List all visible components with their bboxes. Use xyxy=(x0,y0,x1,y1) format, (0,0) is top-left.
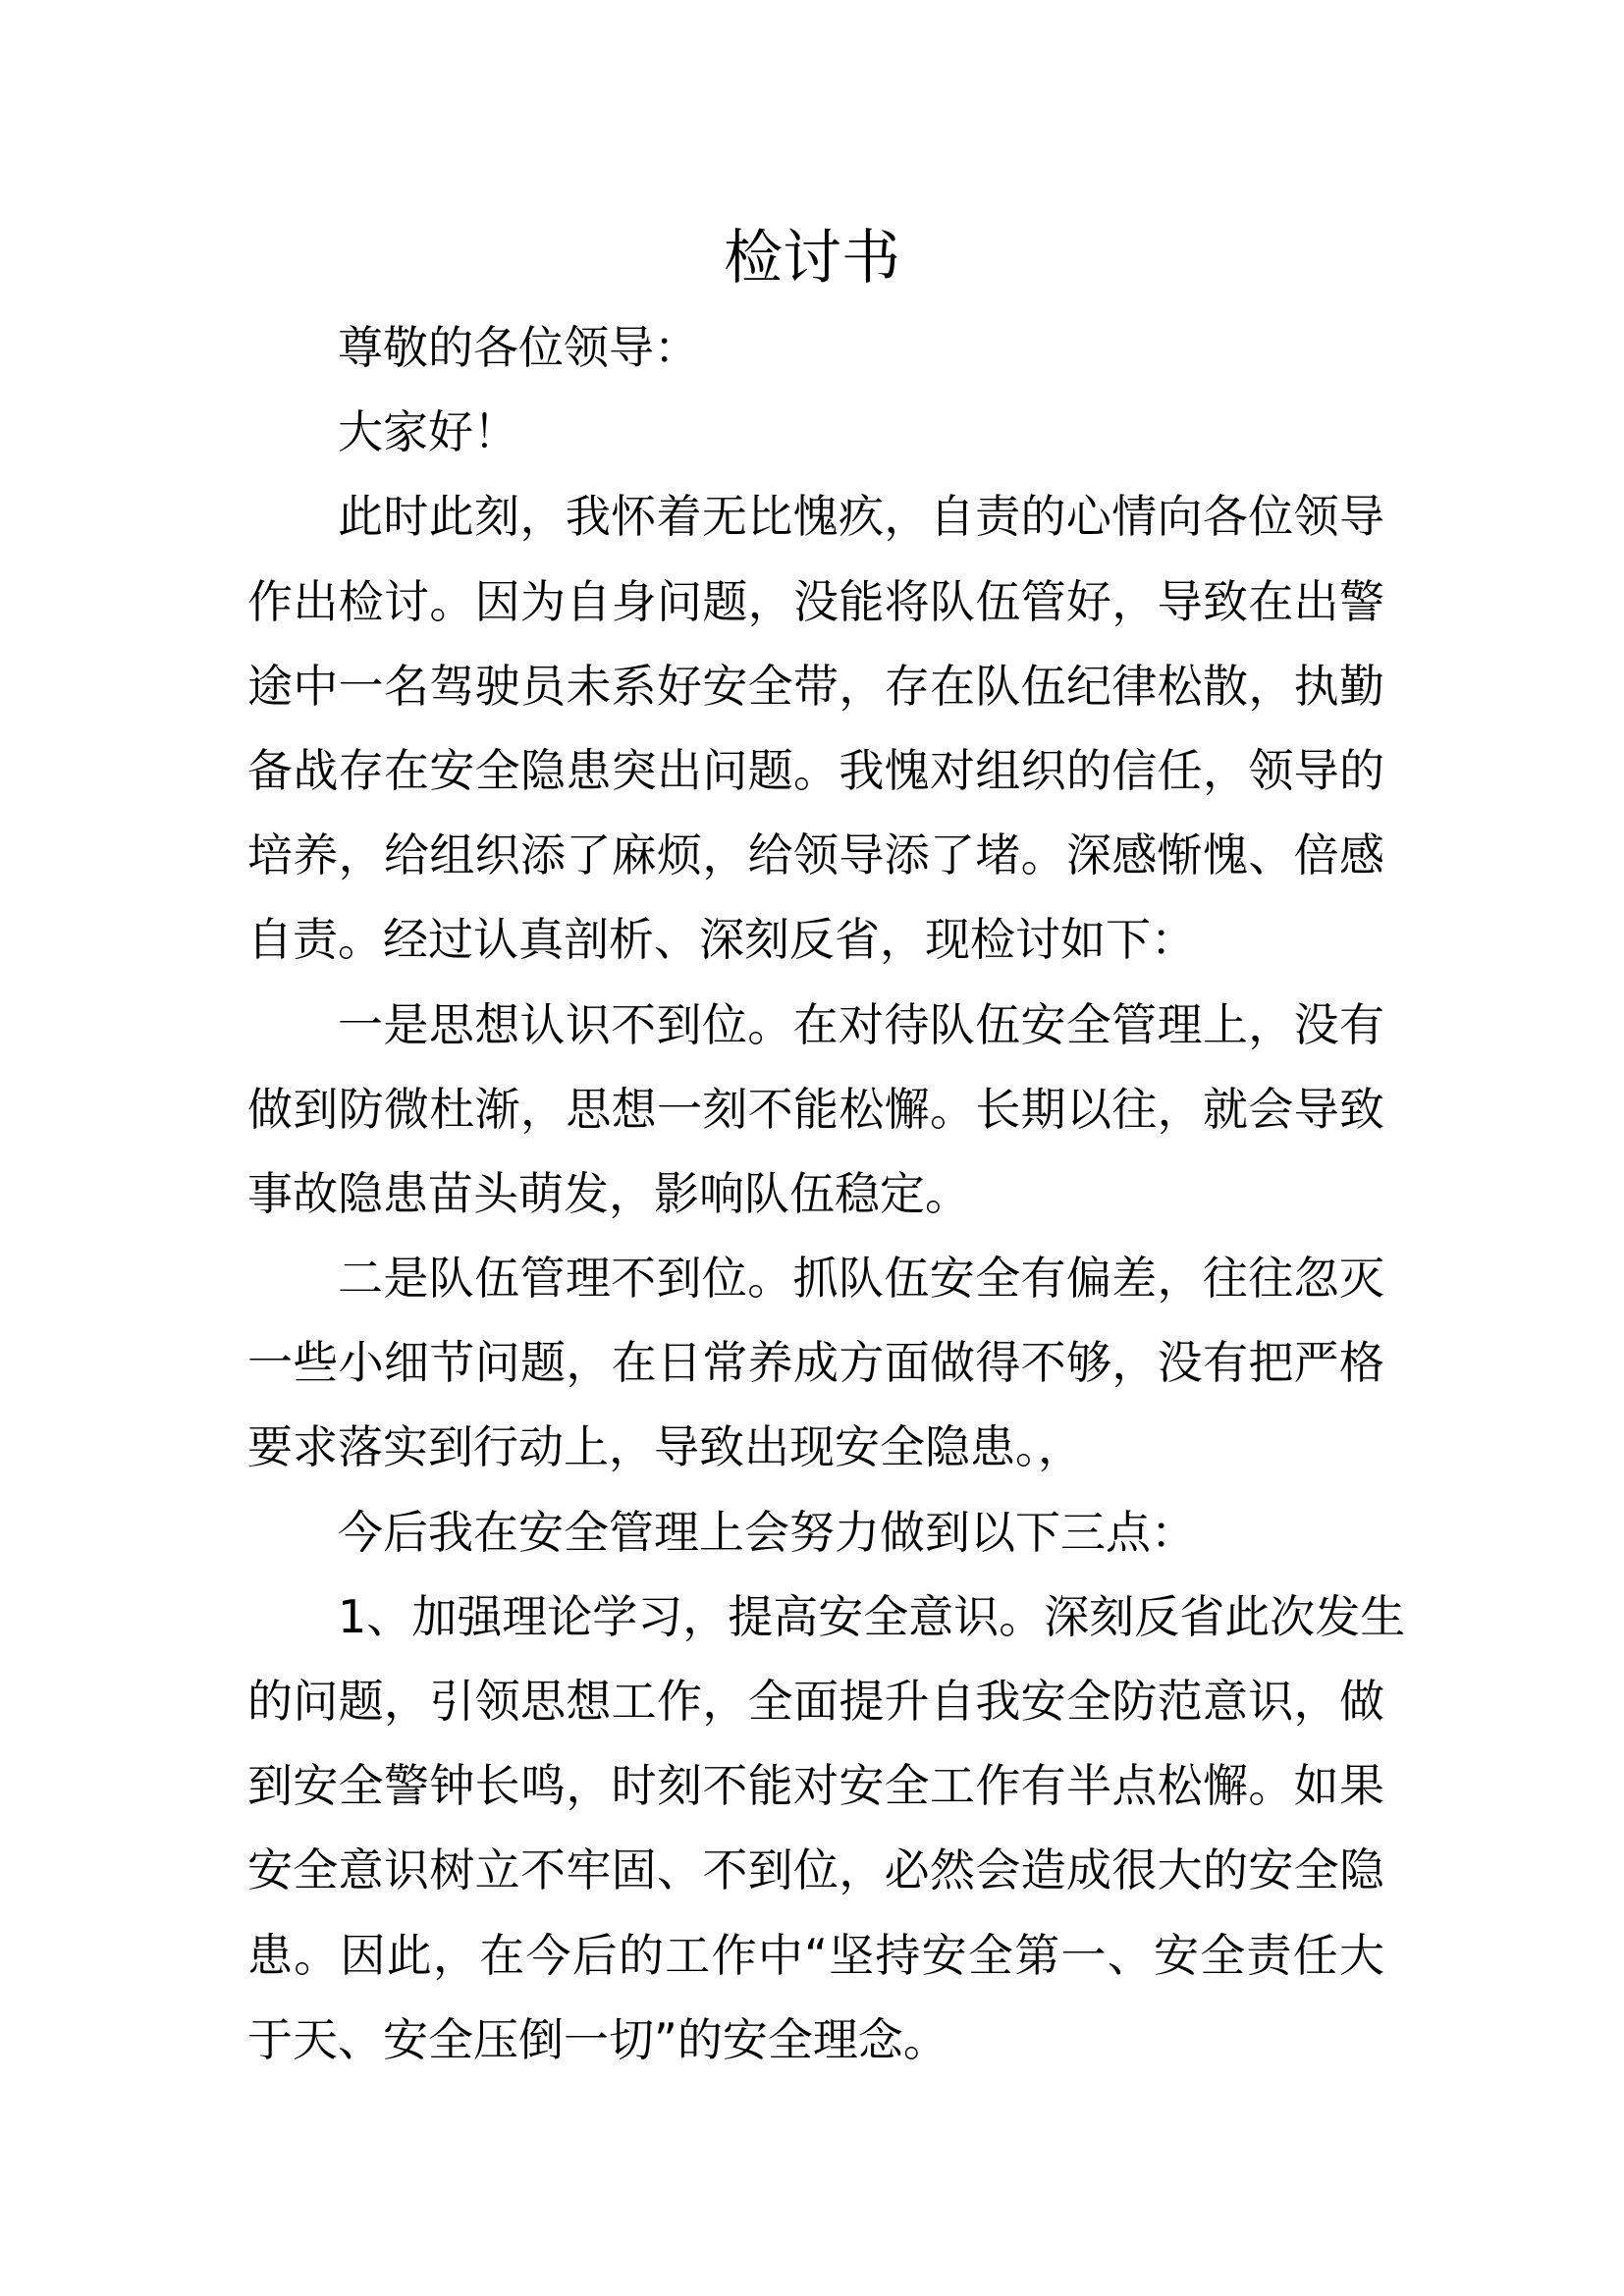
paragraph-line: 要求落实到行动上，导致出现安全隐患。， xyxy=(247,1420,1083,1474)
document-body xyxy=(247,305,1406,2082)
paragraph xyxy=(247,1490,1384,1575)
paragraph-line: 一些小细节问题，在日常养成方面做得不够，没有把严格 xyxy=(247,1336,1384,1390)
paragraph-line: 于天、安全压倒一切”的安全理念。 xyxy=(247,2012,948,2066)
paragraph-line: 事故隐患苗头萌发，影响队伍稳定。 xyxy=(247,1166,970,1220)
paragraph-line: 的问题，引领思想工作，全面提升自我安全防范意识，做 xyxy=(247,1675,1384,1728)
paragraphs xyxy=(247,474,1406,2082)
paragraph xyxy=(247,1575,1406,2082)
paragraph xyxy=(247,983,1384,1237)
paragraph-line: 此时此刻，我怀着无比愧疚，自责的心情向各位领导 xyxy=(338,490,1384,544)
paragraph-line: 1、加强理论学习，提高安全意识。深刻反省此次发生 xyxy=(338,1589,1406,1643)
paragraph-line: 一是思想认识不到位。在对待队伍安全管理上，没有 xyxy=(338,997,1384,1051)
salutation: 尊敬的各位领导： xyxy=(338,321,699,374)
paragraph-line: 作出检讨。因为自身问题，没能将队伍管好，导致在出警 xyxy=(247,574,1384,628)
greeting: 大家好！ xyxy=(338,405,518,459)
paragraph-line: 途中一名驾驶员未系好安全带，存在队伍纪律松散，执勤 xyxy=(247,659,1384,713)
paragraph xyxy=(247,474,1384,982)
paragraph-line: 到安全警钟长鸣，时刻不能对安全工作有半点松懈。如果 xyxy=(247,1759,1384,1813)
paragraph-line: 二是队伍管理不到位。抓队伍安全有偏差，往往忽灭 xyxy=(338,1252,1384,1306)
paragraph-line: 备战存在安全隐患突出问题。我愧对组织的信任，领导的 xyxy=(247,743,1384,797)
paragraph xyxy=(247,1236,1384,1490)
paragraph-line: 培养，给组织添了麻烦，给领导添了堵。深感惭愧、倍感 xyxy=(247,828,1384,882)
paragraph-line: 今后我在安全管理上会努力做到以下三点： xyxy=(338,1505,1196,1559)
paragraph-line: 安全意识树立不牢固、不到位，必然会造成很大的安全隐 xyxy=(247,1843,1384,1897)
paragraph-line: 做到防微杜渐，思想一刻不能松懈。长期以往，就会导致 xyxy=(247,1082,1384,1136)
paragraph-line: 患。因此，在今后的工作中“坚持安全第一、安全责任大 xyxy=(247,1928,1384,1982)
paragraph-line: 自责。经过认真剖析、深刻反省，现检讨如下： xyxy=(247,913,1196,967)
document-title: 检讨书 xyxy=(724,224,900,293)
